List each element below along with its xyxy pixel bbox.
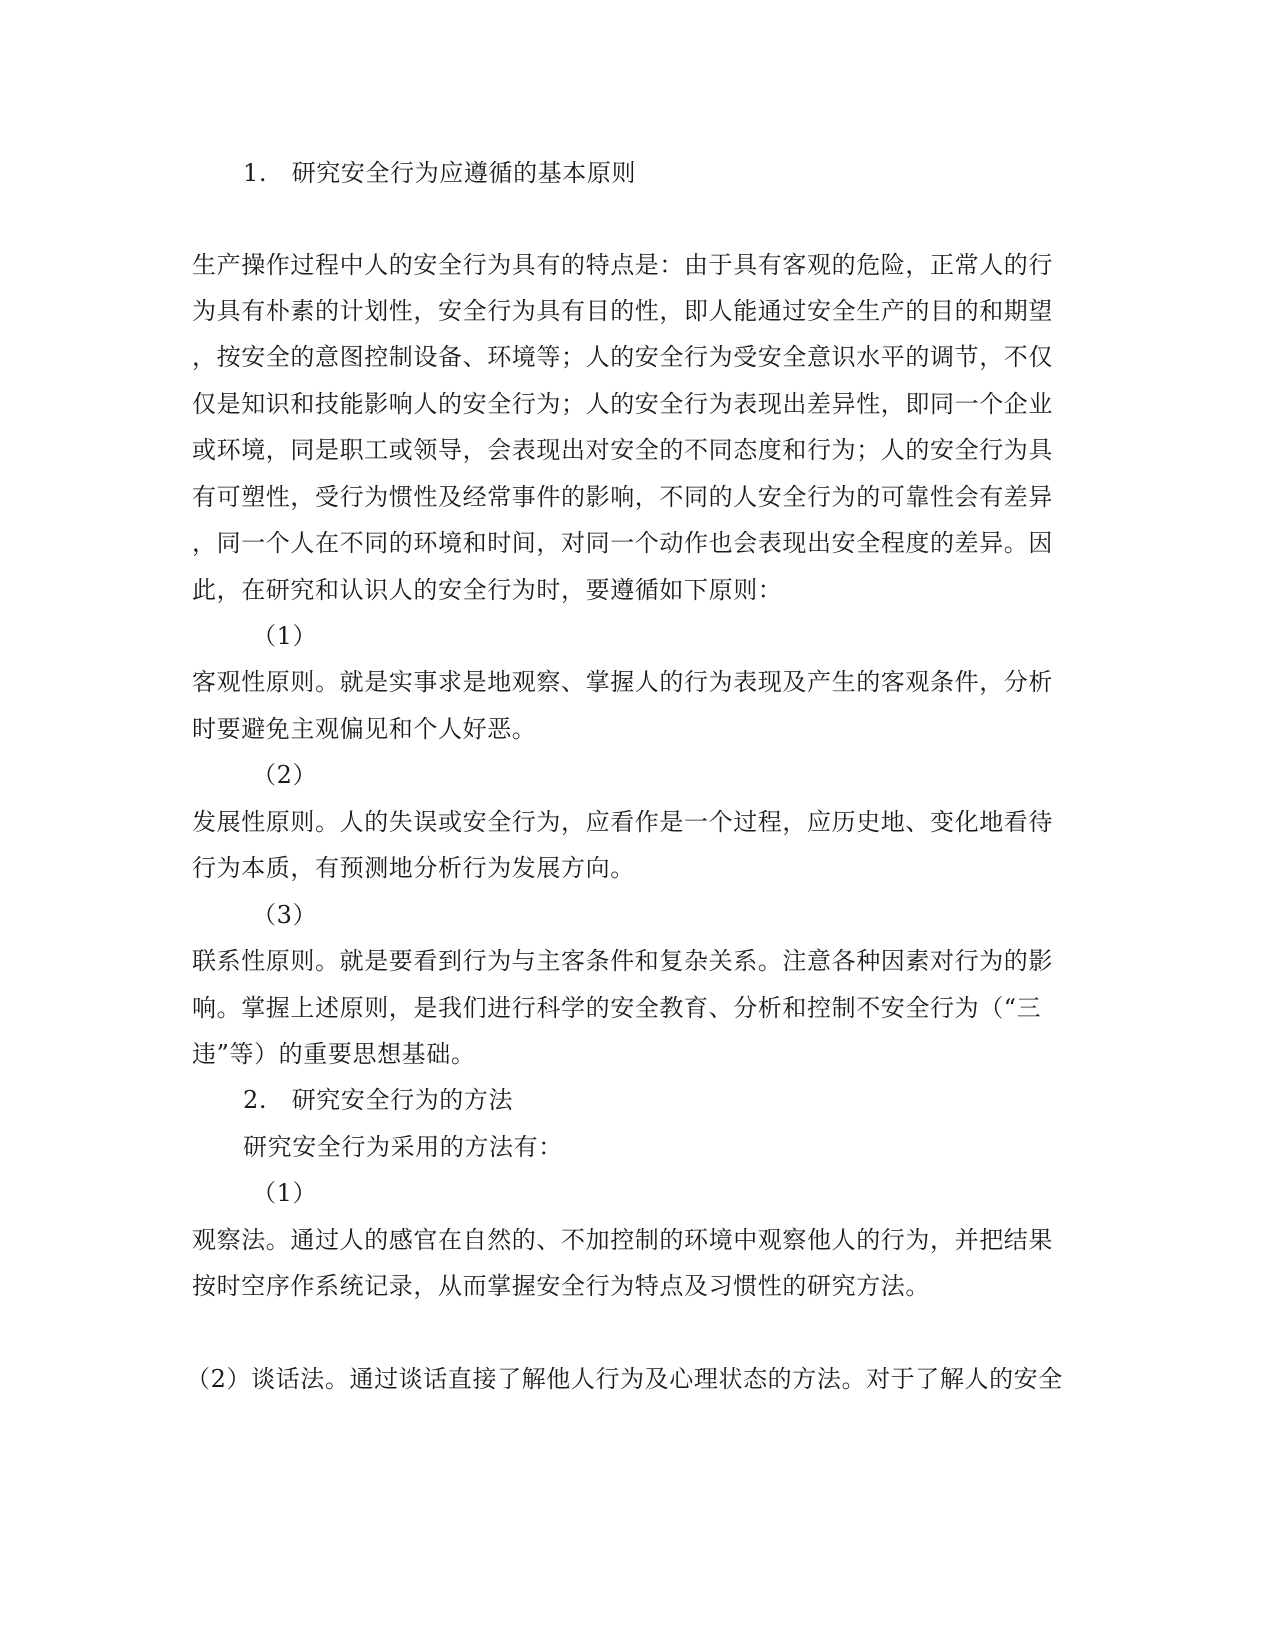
section-heading-1: 1. 研究安全行为应遵循的基本原则 [243,159,637,187]
paragraph-line: 行为本质，有预测地分析行为发展方向。 [192,854,635,882]
list-marker: （1） [252,1179,318,1207]
paragraph-line: 生产操作过程中人的安全行为具有的特点是：由于具有客观的危险，正常人的行 [192,251,1053,279]
paragraph-line: 时要避免主观偏见和个人好恶。 [192,715,537,743]
paragraph-line: 观察法。通过人的感官在自然的、不加控制的环境中观察他人的行为，并把结果 [192,1226,1053,1254]
paragraph-line: 或环境，同是职工或领导，会表现出对安全的不同态度和行为；人的安全行为具 [192,436,1053,464]
paragraph-line: 联系性原则。就是要看到行为与主客条件和复杂关系。注意各种因素对行为的影 [192,947,1053,975]
paragraph-line: 客观性原则。就是实事求是地观察、掌握人的行为表现及产生的客观条件，分析 [192,668,1053,696]
section-heading-2: 2. 研究安全行为的方法 [243,1086,514,1114]
paragraph-line: 有可塑性，受行为惯性及经常事件的影响，不同的人安全行为的可靠性会有差异 [192,483,1053,511]
list-marker: （3） [252,901,318,929]
paragraph-line: 此，在研究和认识人的安全行为时，要遵循如下原则： [192,576,783,604]
paragraph-line: 违”等）的重要思想基础。 [192,1040,476,1068]
list-marker: （2） [252,761,318,789]
paragraph-line: 响。掌握上述原则，是我们进行科学的安全教育、分析和控制不安全行为（“三 [192,994,1042,1022]
paragraph-line: 研究安全行为采用的方法有： [243,1133,563,1161]
paragraph-line: 为具有朴素的计划性，安全行为具有目的性，即人能通过安全生产的目的和期望 [192,297,1053,325]
paragraph-line: ，按安全的意图控制设备、环境等；人的安全行为受安全意识水平的调节，不仅 [192,343,1053,371]
paragraph-line: ，同一个人在不同的环境和时间，对同一个动作也会表现出安全程度的差异。因 [192,529,1053,557]
paragraph-line: 仅是知识和技能影响人的安全行为；人的安全行为表现出差异性，即同一个企业 [192,390,1053,418]
paragraph-line: （2）谈话法。通过谈话直接了解他人行为及心理状态的方法。对于了解人的安全 [186,1365,1063,1393]
paragraph-line: 按时空序作系统记录，从而掌握安全行为特点及习惯性的研究方法。 [192,1272,930,1300]
list-marker: （1） [252,622,318,650]
paragraph-line: 发展性原则。人的失误或安全行为，应看作是一个过程，应历史地、变化地看待 [192,808,1053,836]
